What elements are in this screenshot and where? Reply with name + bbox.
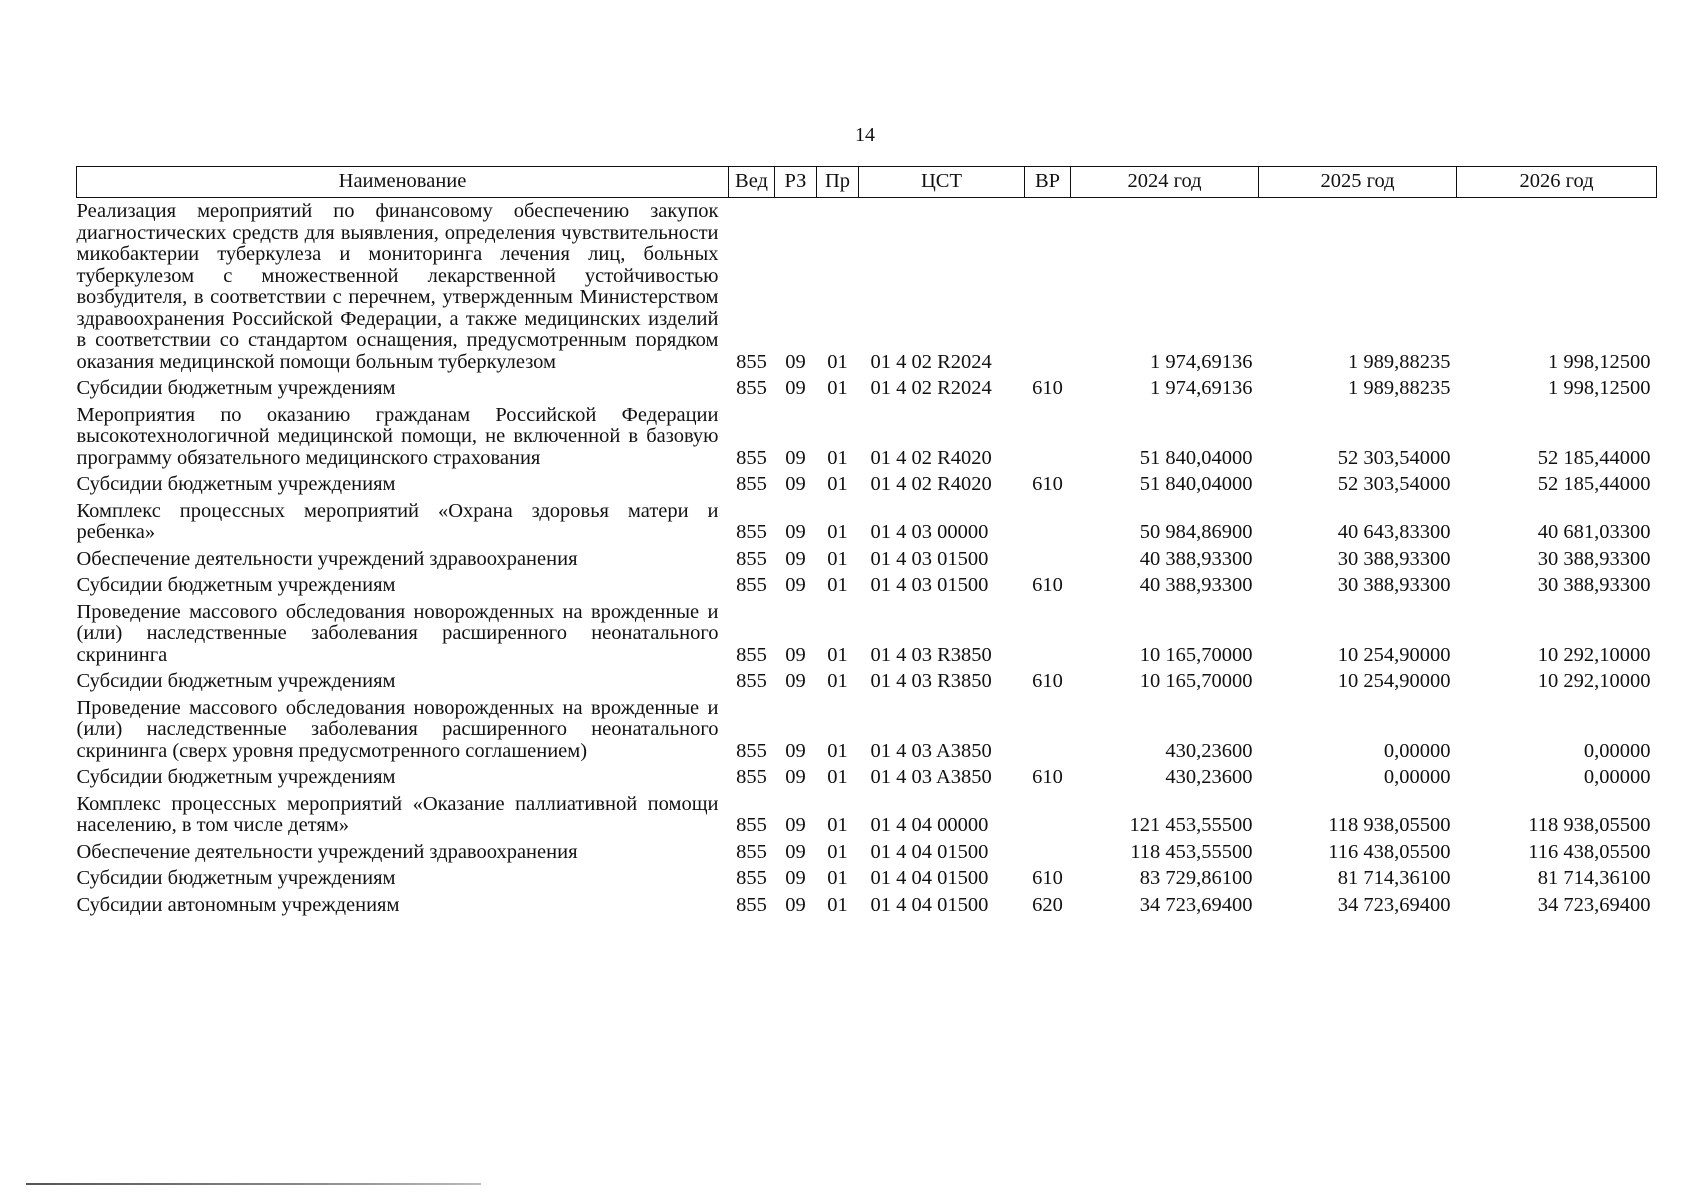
row-ved: 855 — [736, 446, 767, 469]
table-body — [77, 198, 1657, 919]
row-ved: 855 — [736, 521, 767, 543]
row-vr — [1025, 402, 1071, 472]
row-cst: 01 4 03 R3850 — [870, 670, 992, 692]
row-name: Обеспечение деятельности учреждений здравоохранения — [76, 840, 578, 863]
table-row — [77, 791, 1657, 839]
row-ved: 855 — [736, 766, 767, 788]
table-row — [77, 892, 1657, 919]
row-name: Проведение массового обследования новорожденных на врожденные и (или) наследственные заболевания расширенного неонатального скрининга (сверх уровня предусмотренного соглашением) — [76, 696, 719, 762]
row-amount-2026: 116 438,05500 — [1528, 840, 1651, 863]
row-pr: 01 — [827, 547, 848, 570]
row-vr — [1025, 791, 1071, 839]
row-vr: 620 — [1032, 893, 1063, 916]
row-pr: 01 — [827, 766, 848, 788]
row-vr — [1025, 198, 1071, 376]
row-vr — [1025, 695, 1071, 765]
header-name: Наименование — [77, 167, 729, 198]
table-row — [77, 546, 1657, 573]
row-rz: 09 — [785, 473, 806, 495]
row-amount-2024: 430,23600 — [1165, 766, 1253, 788]
row-cst: 01 4 02 R2024 — [870, 377, 992, 399]
row-amount-2024: 118 453,55500 — [1130, 840, 1253, 863]
row-amount-2026: 30 388,93300 — [1537, 574, 1651, 596]
row-pr: 01 — [827, 446, 848, 469]
row-rz: 09 — [785, 893, 806, 916]
row-cst: 01 4 02 R4020 — [870, 446, 992, 469]
row-amount-2024: 10 165,70000 — [1139, 670, 1253, 692]
table-row — [77, 865, 1657, 892]
row-pr: 01 — [827, 814, 848, 836]
header-2025: 2025 год — [1259, 167, 1457, 198]
row-rz: 09 — [785, 377, 806, 399]
row-pr: 01 — [827, 867, 848, 889]
row-amount-2024: 430,23600 — [1165, 739, 1253, 762]
row-name: Обеспечение деятельности учреждений здравоохранения — [76, 547, 578, 570]
row-cst: 01 4 03 01500 — [870, 547, 989, 570]
row-name: Мероприятия по оказанию гражданам Российской Федерации высокотехнологичной медицинской помощи, не включенной в базовую программу обязательного медицинского страхования — [76, 403, 719, 469]
row-amount-2025: 40 643,83300 — [1337, 521, 1451, 543]
scan-edge-line — [26, 1183, 481, 1185]
row-cst: 01 4 03 00000 — [870, 521, 989, 543]
row-rz: 09 — [785, 840, 806, 863]
table-header-row — [77, 167, 1657, 198]
row-amount-2025: 116 438,05500 — [1328, 840, 1451, 863]
table-row — [77, 695, 1657, 765]
row-amount-2026: 1 998,12500 — [1548, 377, 1651, 399]
row-amount-2026: 40 681,03300 — [1537, 521, 1651, 543]
row-rz: 09 — [785, 814, 806, 836]
row-amount-2026: 1 998,12500 — [1548, 350, 1651, 373]
row-ved: 855 — [736, 350, 767, 373]
row-vr — [1025, 546, 1071, 573]
row-amount-2025: 30 388,93300 — [1337, 574, 1451, 596]
row-amount-2025: 10 254,90000 — [1337, 670, 1451, 692]
row-pr: 01 — [827, 643, 848, 666]
row-amount-2026: 52 185,44000 — [1537, 473, 1651, 495]
row-amount-2026: 10 292,10000 — [1537, 643, 1651, 666]
row-vr — [1025, 839, 1071, 866]
row-amount-2025: 34 723,69400 — [1337, 893, 1451, 916]
row-amount-2024: 51 840,04000 — [1139, 446, 1253, 469]
row-rz: 09 — [785, 521, 806, 543]
header-2024: 2024 год — [1071, 167, 1259, 198]
row-amount-2025: 81 714,36100 — [1337, 867, 1451, 889]
row-cst: 01 4 02 R2024 — [870, 350, 992, 373]
row-rz: 09 — [785, 574, 806, 596]
row-amount-2026: 118 938,05500 — [1528, 814, 1651, 836]
row-cst: 01 4 03 A3850 — [870, 766, 992, 788]
row-amount-2025: 1 989,88235 — [1348, 350, 1451, 373]
row-rz: 09 — [785, 643, 806, 666]
row-amount-2025: 0,00000 — [1383, 739, 1451, 762]
row-amount-2025: 52 303,54000 — [1337, 446, 1451, 469]
row-vr: 610 — [1032, 377, 1063, 399]
row-amount-2024: 83 729,86100 — [1139, 867, 1253, 889]
row-amount-2025: 10 254,90000 — [1337, 643, 1451, 666]
row-rz: 09 — [785, 670, 806, 692]
row-ved: 855 — [736, 377, 767, 399]
row-amount-2026: 52 185,44000 — [1537, 446, 1651, 469]
budget-table — [76, 166, 1657, 918]
row-ved: 855 — [736, 547, 767, 570]
row-name: Субсидии бюджетным учреждениям — [76, 473, 396, 495]
row-amount-2025: 52 303,54000 — [1337, 473, 1451, 495]
row-name: Субсидии бюджетным учреждениям — [76, 377, 396, 399]
table-row — [77, 572, 1657, 599]
row-pr: 01 — [827, 350, 848, 373]
row-name: Субсидии бюджетным учреждениям — [76, 867, 396, 889]
row-name: Субсидии автономным учреждениям — [76, 893, 400, 916]
row-cst: 01 4 04 01500 — [870, 867, 989, 889]
row-vr: 610 — [1032, 574, 1063, 596]
row-pr: 01 — [827, 840, 848, 863]
row-vr: 610 — [1032, 670, 1063, 692]
row-amount-2026: 0,00000 — [1583, 766, 1651, 788]
row-name: Проведение массового обследования новорожденных на врожденные и (или) наследственные заболевания расширенного неонатального скрининга — [76, 600, 719, 666]
table-row — [77, 668, 1657, 695]
row-name: Комплекс процессных мероприятий «Охрана здоровья матери и ребенка» — [76, 499, 719, 543]
row-ved: 855 — [736, 893, 767, 916]
row-rz: 09 — [785, 446, 806, 469]
row-ved: 855 — [736, 643, 767, 666]
row-amount-2026: 10 292,10000 — [1537, 670, 1651, 692]
row-name: Комплекс процессных мероприятий «Оказание паллиативной помощи населению, в том числе детям» — [76, 792, 719, 836]
row-pr: 01 — [827, 739, 848, 762]
row-name: Реализация мероприятий по финансовому обеспечению закупок диагностических средств для выявления, определения чувствительности микобактерии туберкулеза и мониторинга лечения лиц, больных туберкулезом с множественной лекарственной устойчивостью возбудителя, в соответствии с перечнем, утвержденным Министерством здравоохранения Российской Федерации, а также медицинских изделий в соответствии со стандартом оснащения, предусмотренным порядком оказания медицинской помощи больным туберкулезом — [76, 200, 719, 373]
header-2026: 2026 год — [1457, 167, 1657, 198]
row-rz: 09 — [785, 739, 806, 762]
row-amount-2025: 1 989,88235 — [1348, 377, 1451, 399]
row-pr: 01 — [827, 473, 848, 495]
row-pr: 01 — [827, 377, 848, 399]
row-amount-2024: 40 388,93300 — [1139, 547, 1253, 570]
table-row — [77, 599, 1657, 669]
row-vr: 610 — [1032, 473, 1063, 495]
row-name: Субсидии бюджетным учреждениям — [76, 670, 396, 692]
row-amount-2025: 0,00000 — [1383, 766, 1451, 788]
row-cst: 01 4 03 A3850 — [870, 739, 992, 762]
header-vr: ВР — [1025, 167, 1071, 198]
table-row — [77, 498, 1657, 546]
table-row — [77, 375, 1657, 402]
row-cst: 01 4 04 01500 — [870, 893, 989, 916]
row-cst: 01 4 03 01500 — [870, 574, 989, 596]
row-amount-2026: 81 714,36100 — [1537, 867, 1651, 889]
header-pr: Пр — [817, 167, 859, 198]
row-vr: 610 — [1032, 867, 1063, 889]
row-rz: 09 — [785, 547, 806, 570]
row-name: Субсидии бюджетным учреждениям — [76, 574, 396, 596]
row-ved: 855 — [736, 473, 767, 495]
row-rz: 09 — [785, 867, 806, 889]
row-cst: 01 4 04 00000 — [870, 814, 989, 836]
row-amount-2026: 34 723,69400 — [1537, 893, 1651, 916]
row-ved: 855 — [736, 739, 767, 762]
row-amount-2024: 121 453,55500 — [1129, 814, 1253, 836]
row-pr: 01 — [827, 670, 848, 692]
row-vr — [1025, 498, 1071, 546]
row-amount-2026: 30 388,93300 — [1537, 547, 1651, 570]
row-ved: 855 — [736, 574, 767, 596]
row-pr: 01 — [827, 521, 848, 543]
table-row — [77, 402, 1657, 472]
table-row — [77, 198, 1657, 376]
row-rz: 09 — [785, 350, 806, 373]
row-ved: 855 — [736, 814, 767, 836]
row-cst: 01 4 02 R4020 — [870, 473, 992, 495]
row-amount-2025: 118 938,05500 — [1328, 814, 1451, 836]
header-cst: ЦСТ — [859, 167, 1025, 198]
row-amount-2024: 51 840,04000 — [1139, 473, 1253, 495]
row-ved: 855 — [736, 670, 767, 692]
row-amount-2024: 50 984,86900 — [1139, 521, 1253, 543]
row-ved: 855 — [736, 867, 767, 889]
row-cst: 01 4 03 R3850 — [870, 643, 992, 666]
row-pr: 01 — [827, 893, 848, 916]
row-amount-2026: 0,00000 — [1583, 739, 1651, 762]
row-amount-2025: 30 388,93300 — [1337, 547, 1451, 570]
row-rz: 09 — [785, 766, 806, 788]
table-row — [77, 764, 1657, 791]
row-vr: 610 — [1032, 766, 1063, 788]
table-row — [77, 839, 1657, 866]
row-amount-2024: 10 165,70000 — [1139, 643, 1253, 666]
row-amount-2024: 1 974,69136 — [1150, 350, 1253, 373]
table-row — [77, 471, 1657, 498]
row-cst: 01 4 04 01500 — [870, 840, 989, 863]
row-amount-2024: 40 388,93300 — [1139, 574, 1253, 596]
row-pr: 01 — [827, 574, 848, 596]
header-rz: РЗ — [775, 167, 817, 198]
header-ved: Вед — [729, 167, 775, 198]
row-vr — [1025, 599, 1071, 669]
page-number: 14 — [855, 124, 875, 146]
row-amount-2024: 34 723,69400 — [1139, 893, 1253, 916]
row-name: Субсидии бюджетным учреждениям — [76, 766, 396, 788]
row-ved: 855 — [736, 840, 767, 863]
row-amount-2024: 1 974,69136 — [1150, 377, 1253, 399]
